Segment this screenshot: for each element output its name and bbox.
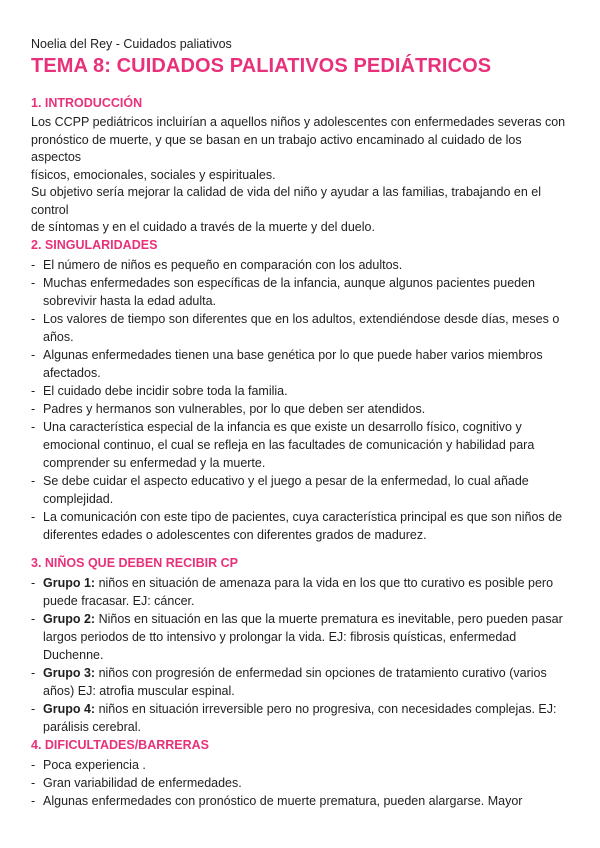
section-heading-intro: 1. INTRODUCCIÓN	[31, 96, 143, 110]
intro-p1-line: Los CCPP pediátricos incluirían a aquellos niños y adolescentes con enfermedades severas con	[31, 115, 566, 129]
list-item	[31, 664, 571, 700]
section-heading-singularidades: 2. SINGULARIDADES	[31, 238, 158, 252]
list-item: - Algunas enfermedades con pronóstico de muerte prematura, pueden alargarse. Mayor	[31, 792, 571, 810]
intro-p1-line: físicos, emocionales, sociales y espirituales.	[31, 167, 276, 182]
group-text: niños en situación irreversible pero no progresiva, con necesidades complejas. EJ: parálisis cerebral.	[43, 702, 557, 734]
list-item: - Se debe cuidar el aspecto educativo y el juego a pesar de la enfermedad, lo cual añade complejidad.	[31, 472, 571, 508]
list-item: - Los valores de tiempo son diferentes que en los adultos, extendiéndose desde días, meses o años.	[31, 310, 571, 346]
list-item: - El cuidado debe incidir sobre toda la familia.	[31, 382, 571, 400]
group-label: Grupo 3:	[43, 666, 96, 680]
group-text: niños en situación de amenaza para la vida en los que tto curativo es posible pero puede fracasar. EJ: cáncer.	[43, 576, 554, 608]
dificultades-list	[31, 756, 571, 810]
page-header: Noelia del Rey - Cuidados paliativos	[31, 37, 232, 51]
intro-p2-line: de síntomas y en el cuidado a través de la muerte y del duelo.	[31, 220, 375, 234]
list-item: - Algunas enfermedades tienen una base genética por lo que puede haber varios miembros afectados.	[31, 346, 571, 382]
group-text: Niños en situación en las que la muerte prematura es inevitable, pero pueden pasar largos periodos de tto intensivo y prolongar la vida. EJ: fibrosis quísticas, enfermedad Duchenne.	[43, 612, 563, 662]
intro-paragraph-1	[31, 114, 571, 184]
intro-p1-line: pronóstico de muerte, y que se basan en un trabajo activo encaminado al cuidado de los aspectos	[31, 132, 522, 164]
page-title: TEMA 8: CUIDADOS PALIATIVOS PEDIÁTRICOS	[31, 55, 492, 77]
list-item: - Poca experiencia .	[31, 756, 571, 774]
intro-p2-line: Su objetivo sería mejorar la calidad de vida del niño y ayudar a las familias, trabajando en el control	[31, 185, 542, 217]
list-item: - La comunicación con este tipo de pacientes, cuya característica principal es que son niños de diferentes edades o adolescentes con diferentes grados de madurez.	[31, 508, 571, 544]
section-heading-ninos: 3. NIÑOS QUE DEBEN RECIBIR CP	[31, 556, 238, 570]
group-text: niños con progresión de enfermedad sin opciones de tratamiento curativo (varios años) EJ: atrofia muscular espinal.	[43, 666, 547, 698]
grupos-list	[31, 574, 571, 736]
list-item: - Muchas enfermedades son específicas de la infancia, aunque algunos pacientes pueden sobrevivir hasta la edad adulta.	[31, 274, 571, 310]
list-item: - Gran variabilidad de enfermedades.	[31, 774, 571, 792]
group-label: Grupo 2:	[43, 612, 96, 626]
group-label: Grupo 1:	[43, 576, 96, 590]
singularidades-list	[31, 256, 571, 544]
section-heading-dificultades: 4. DIFICULTADES/BARRERAS	[31, 738, 210, 752]
list-item	[31, 700, 571, 736]
list-item: - El número de niños es pequeño en comparación con los adultos.	[31, 256, 571, 274]
intro-paragraph-2	[31, 184, 571, 237]
group-label: Grupo 4:	[43, 702, 96, 716]
list-item	[31, 610, 571, 664]
list-item: - Padres y hermanos son vulnerables, por lo que deben ser atendidos.	[31, 400, 571, 418]
list-item: - Una característica especial de la infancia es que existe un desarrollo físico, cognitivo y emocional continuo, el cual se refleja en las facultades de comunicación y habilidad para comprender su enfermedad y la muerte.	[31, 418, 571, 472]
list-item	[31, 574, 571, 610]
